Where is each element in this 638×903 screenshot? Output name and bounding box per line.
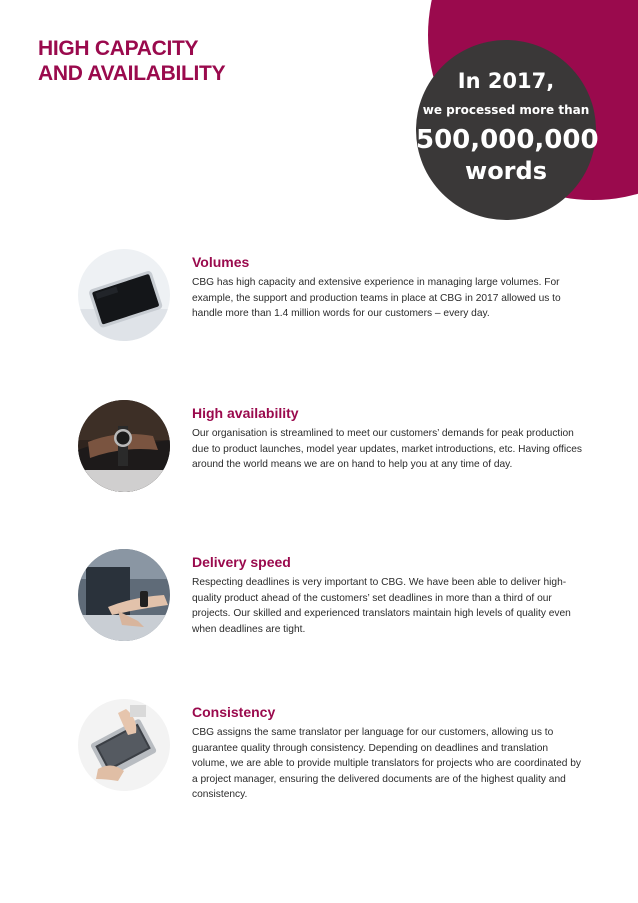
stat-caption: we processed more than (422, 103, 590, 117)
laptop-typing-photo (78, 699, 170, 791)
page-title (38, 36, 225, 86)
section-volumes (0, 249, 638, 359)
section-high-availability (0, 400, 638, 510)
page-title-line-2: AND AVAILABILITY (38, 62, 226, 85)
section-body-delivery-speed: Respecting deadlines is very important to CBG. We have been able to deliver high-quality product ahead of the customers’ set deadlines in more than a third of our projects. Our skilled and experienced translators maintain high levels of quality even when deadlines are tight. (192, 577, 571, 635)
stat-unit: words (465, 157, 547, 185)
section-title-volumes: Volumes (192, 254, 250, 270)
section-body-volumes: CBG has high capacity and extensive experience in managing large volumes. For example, the support and production teams in place at CBG in 2017 allowed us to handle more than 1.4 million words for our customers – every day. (192, 277, 561, 319)
stat-number: 500,000,000 (416, 125, 599, 155)
tablet-photo (78, 249, 170, 341)
stat-year: In 2017, (457, 69, 555, 93)
section-body-high-availability: Our organisation is streamlined to meet our customers’ demands for peak production due to product launches, model year updates, market introductions, etc. Having offices around the world means we are on hand to help you at any time of day. (192, 428, 582, 470)
laptop-smartwatch-photo (78, 549, 170, 641)
section-body-consistency: CBG assigns the same translator per language for our customers, allowing us to guarantee quality through consistency. Depending on deadlines and translation volume, we are able to provide multiple translators for projects who are coordinated by a project manager, ensuring the delivered documents are of the highest quality and consistency. (192, 727, 582, 800)
section-delivery-speed (0, 549, 638, 659)
section-title-delivery-speed: Delivery speed (192, 554, 291, 570)
section-consistency (0, 699, 638, 809)
wristwatch-photo (78, 400, 170, 492)
stat-circle (416, 40, 599, 220)
section-title-high-availability: High availability (192, 405, 299, 421)
section-title-consistency: Consistency (192, 704, 276, 720)
page-title-line-1: HIGH CAPACITY (38, 37, 199, 60)
